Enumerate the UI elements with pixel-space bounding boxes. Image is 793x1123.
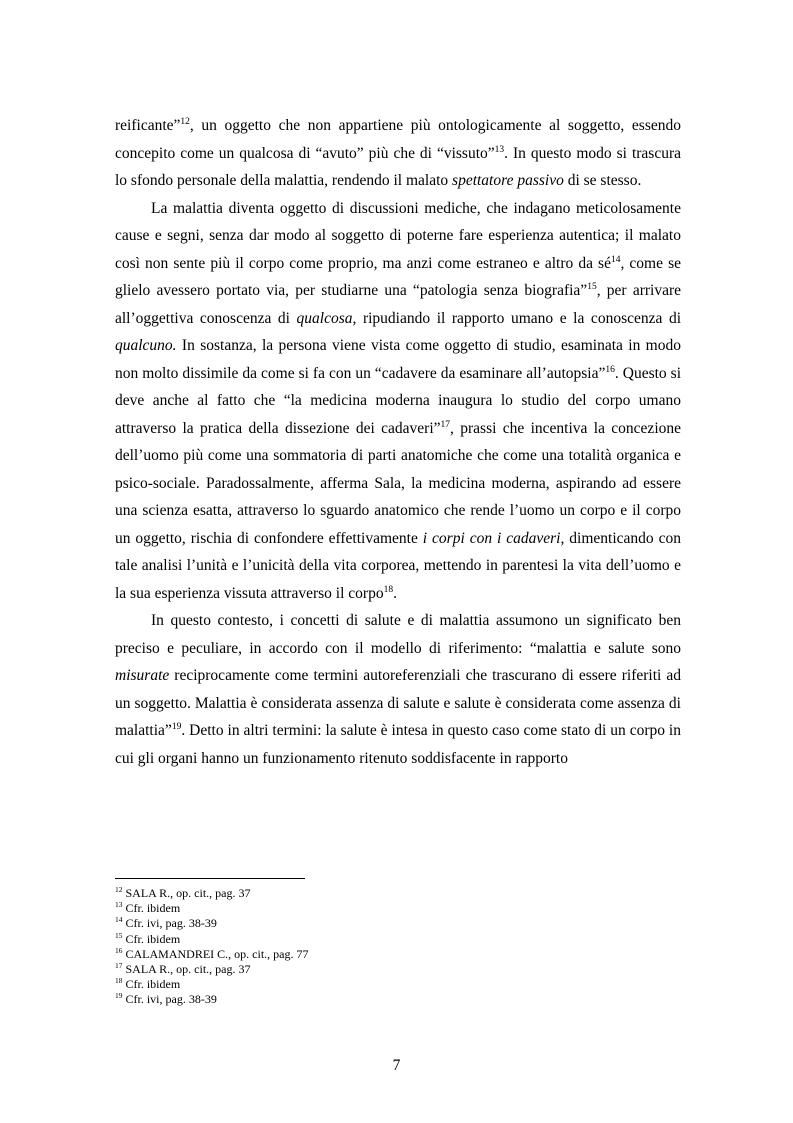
footnote-text: Cfr. ibidem (122, 901, 181, 916)
footnote-text: Cfr. ibidem (122, 931, 181, 946)
footnote (115, 962, 681, 977)
footnote-ref: 19 (171, 721, 182, 732)
footnote-ref: 16 (605, 364, 615, 375)
italic-text: qualcuno. (115, 337, 177, 354)
footnotes (115, 886, 681, 1008)
text-run: di se stesso. (563, 172, 642, 189)
footnote-separator (115, 878, 305, 879)
text-run: . (393, 584, 397, 602)
italic-text: misurate (115, 667, 170, 684)
footnote-text: Cfr. ivi, pag. 38-39 (122, 992, 217, 1007)
footnote-number: 12 (115, 885, 123, 894)
footnote-number: 15 (115, 930, 123, 940)
footnote (115, 932, 681, 947)
footnote-text: SALA R., op. cit., pag. 37 (122, 886, 251, 900)
paragraph (115, 112, 681, 195)
text-run: , prassi che incentiva la concezione dell’uomo più come una sommatoria di parti anatomiche che come una totalità organica e psico-sociale. Paradossalmente, afferma Sala, la medicina moderna, aspirando ad essere una scienza esatta, attraverso lo sguardo anatomico che rende l’uomo un corpo e il corpo un oggetto, rischia di confondere effettivamente (115, 419, 682, 547)
footnote (115, 977, 681, 992)
text-run: . Detto in altri termini: la salute è intesa in questo caso come stato di un corpo in cui gli organi hanno un funzionamento ritenuto soddisfacente in rapporto (115, 722, 681, 767)
footnote (115, 886, 681, 901)
footnote (115, 916, 681, 931)
footnote-ref: 14 (610, 254, 621, 265)
page-number: 7 (392, 1057, 401, 1074)
footnote-number: 18 (115, 976, 123, 986)
paragraph (115, 607, 681, 772)
text-run: ripudiando il rapporto umano e la conoscenza di (356, 309, 681, 327)
footnote-number: 13 (115, 900, 123, 910)
text-run: , un oggetto che non appartiene più ontologicamente al soggetto, essendo concepito come un qualcosa di “avuto” più che di “vissuto” (115, 117, 681, 162)
footnote-ref: 18 (383, 584, 394, 595)
text-run: reciprocamente come termini autoreferenziali che trascurano di essere riferiti ad un soggetto. Malattia è considerata assenza di salute e salute è considerata come assenza di malattia” (115, 667, 681, 739)
italic-text: spettatore passivo (452, 172, 564, 189)
paragraph (115, 195, 681, 608)
italic-text: qualcosa, (296, 309, 357, 327)
footnote (115, 947, 681, 962)
text-run: . In questo modo si trascura lo sfondo personale della malattia, rendendo il malato (115, 144, 681, 189)
footnote-text: SALA R., op. cit., pag. 37 (122, 962, 251, 977)
text-run: In sostanza, la persona viene vista come oggetto di studio, esaminata in modo non molto dissimile da come si fa con un “cadavere da esaminare all’autopsia” (115, 337, 681, 382)
footnote-text: Cfr. ibidem (122, 977, 181, 992)
footnote-number: 19 (115, 991, 123, 1001)
body-text (115, 112, 681, 772)
text-run: La malattia diventa oggetto di discussioni mediche, che indagano meticolosamente cause e segni, senza dar modo al soggetto di poterne fare esperienza autentica; il malato così non sente più il corpo come proprio, ma anzi come estraneo e altro da sé (115, 199, 681, 272)
footnote-number: 17 (115, 961, 123, 971)
footnote (115, 992, 681, 1007)
text-run: . Questo si deve anche al fatto che “la medicina moderna inaugura lo studio del corpo umano attraverso la pratica della dissezione dei cadaveri” (115, 364, 682, 437)
footnote-number: 14 (115, 915, 123, 925)
italic-text: i corpi con i cadaveri (422, 529, 561, 547)
footnote-ref: 17 (440, 419, 451, 430)
text-run: , dimenticando con tale analisi l’unità e l’unicità della vita corporea, mettendo in parentesi la vita dell’uomo e la sua esperienza vissuta attraverso il corpo (115, 529, 681, 602)
footnote-ref: 13 (494, 144, 505, 155)
footnote-ref: 15 (587, 281, 597, 292)
text-run: , per arrivare all’oggettiva conoscenza di (115, 282, 681, 327)
text-run: reificante” (115, 117, 181, 134)
text-run: In questo contesto, i concetti di salute e di malattia assumono un significato ben preciso e peculiare, in accordo con il modello di riferimento: “malattia e salute sono (115, 612, 681, 657)
footnote-ref: 12 (180, 116, 190, 127)
text-run: , come se glielo avessero portato via, per studiarne una “patologia senza biografia” (115, 254, 681, 299)
footnote-text: CALAMANDREI C., op. cit., pag. 77 (122, 946, 309, 961)
footnote-number: 16 (115, 945, 123, 955)
footnote-text: Cfr. ivi, pag. 38-39 (122, 916, 217, 931)
footnote (115, 901, 681, 916)
